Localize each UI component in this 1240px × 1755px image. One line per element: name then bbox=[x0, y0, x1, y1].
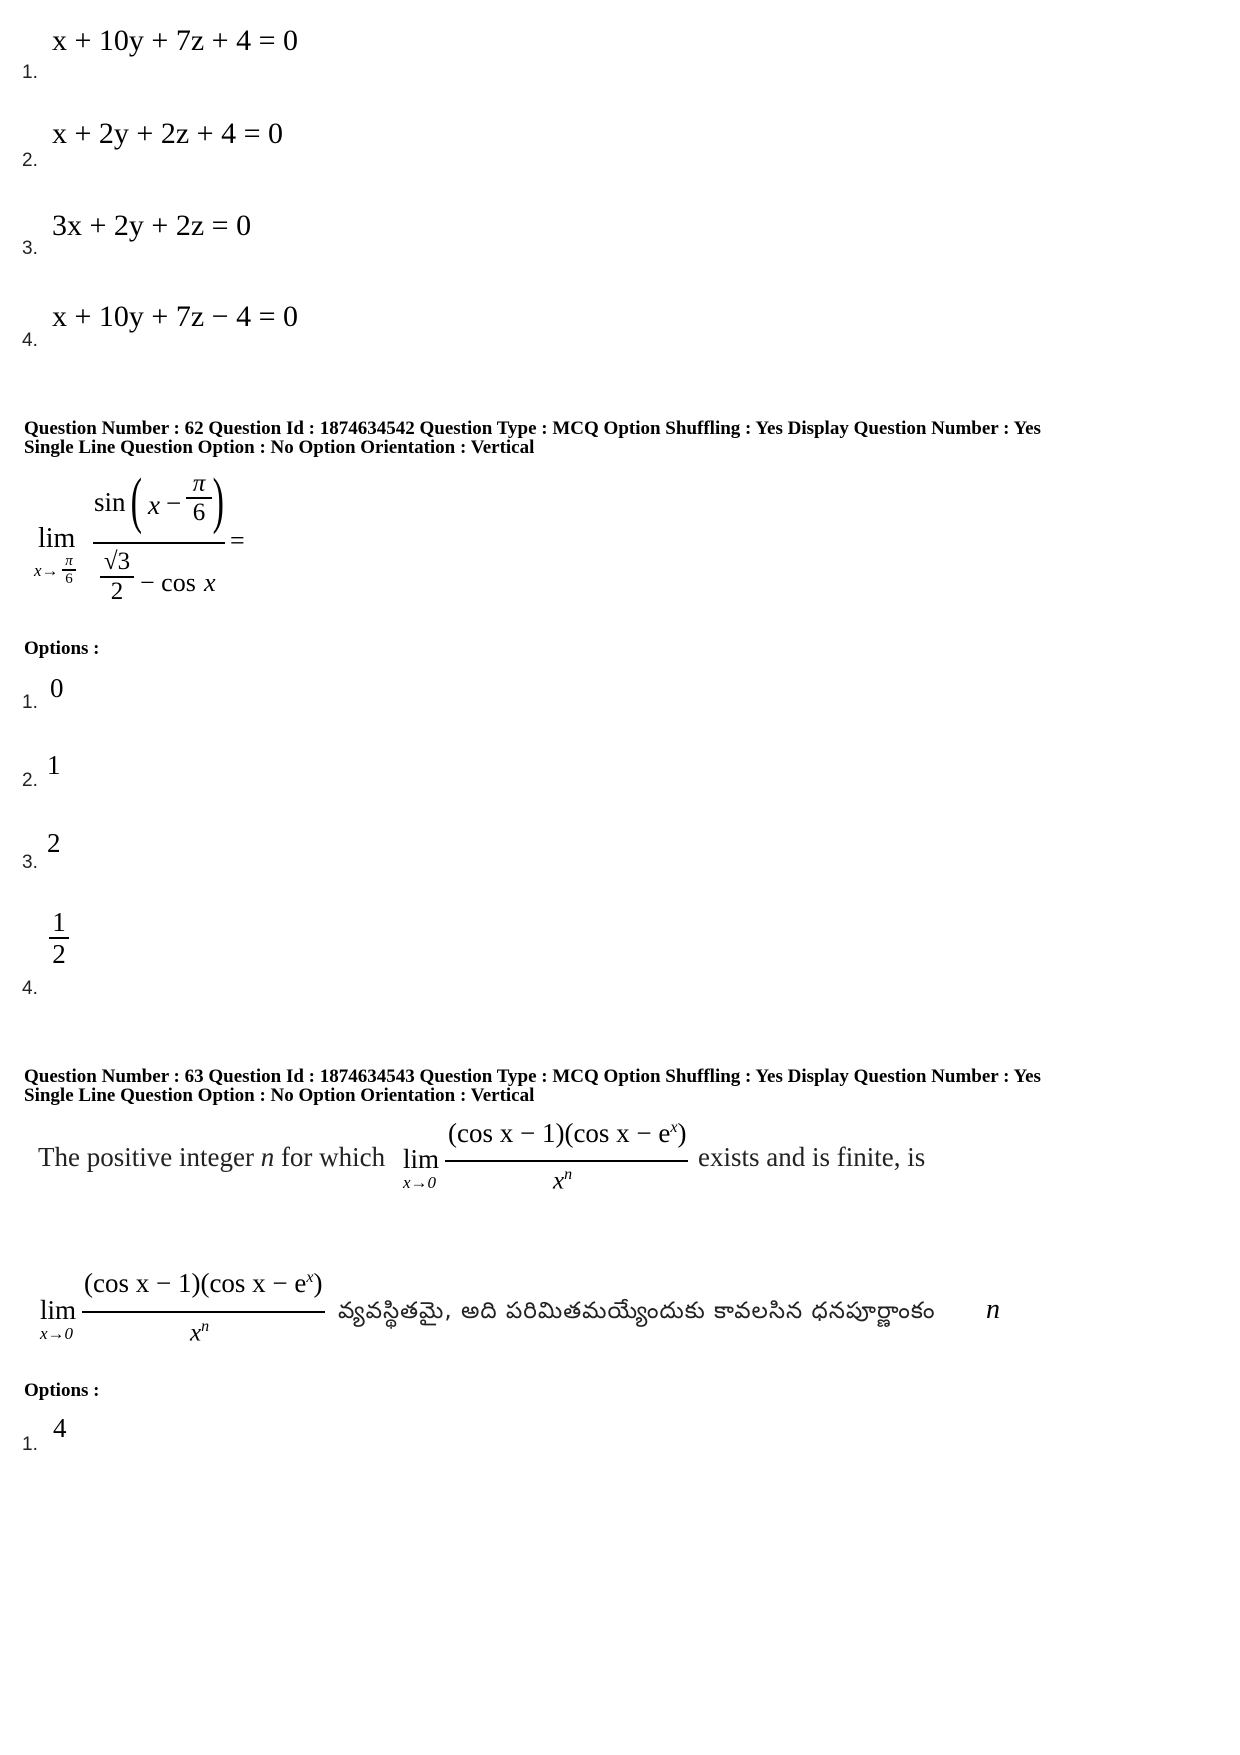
q63-options-label: Options : bbox=[24, 1380, 100, 1401]
lim-text: lim bbox=[40, 1295, 77, 1325]
option-equation: 3x + 2y + 2z = 0 bbox=[52, 209, 252, 242]
q63-header-line1: Question Number : 63 Question Id : 1874634543 Question Type : MCQ Option Shuffling : Yes Display Question Number : Yes bbox=[24, 1066, 1041, 1087]
cos-text: − cos bbox=[140, 568, 196, 597]
for-which-text: for which bbox=[274, 1142, 386, 1172]
minus-sign: − bbox=[166, 488, 182, 518]
option-equation: x + 2y + 2z + 4 = 0 bbox=[52, 117, 283, 150]
option-number: 3. bbox=[22, 852, 38, 873]
option-number: 3. bbox=[22, 238, 38, 259]
fraction-denominator bbox=[190, 1318, 209, 1347]
statement-suffix: exists and is finite, is bbox=[698, 1142, 926, 1172]
q62-header-line1: Question Number : 62 Question Id : 1874634542 Question Type : MCQ Option Shuffling : Yes Display Question Number : Yes bbox=[24, 418, 1041, 439]
sqrt3-over-2 bbox=[100, 548, 134, 606]
option-number: 1. bbox=[22, 1434, 38, 1455]
option-number: 2. bbox=[22, 150, 38, 171]
prefix-text: The positive integer bbox=[38, 1142, 261, 1172]
numerator-text: (cos x − 1)(cos x − e bbox=[448, 1118, 671, 1148]
lim-sub-var: x→ bbox=[34, 561, 59, 580]
pi-over-six bbox=[186, 470, 212, 526]
fraction-denominator bbox=[553, 1166, 572, 1195]
statement-prefix bbox=[38, 1142, 385, 1173]
fraction-denominator: 2 bbox=[52, 939, 66, 969]
option-value: 2 bbox=[47, 828, 61, 858]
fraction-numerator bbox=[84, 1268, 323, 1299]
var-x: x bbox=[148, 490, 160, 520]
two: 2 bbox=[110, 578, 124, 605]
option-value: 1 bbox=[47, 750, 61, 780]
option-equation: x + 10y + 7z − 4 = 0 bbox=[52, 300, 298, 333]
left-paren: ( bbox=[130, 467, 143, 535]
numerator-sup: x bbox=[670, 1119, 678, 1136]
option-fraction bbox=[49, 907, 69, 969]
option-number: 4. bbox=[22, 978, 38, 999]
equals-sign: = bbox=[230, 526, 245, 555]
sqrt3: √3 bbox=[103, 548, 131, 575]
lim-sub: x→0 bbox=[40, 1324, 74, 1343]
option-equation: x + 10y + 7z + 4 = 0 bbox=[52, 24, 298, 57]
pi: π bbox=[192, 470, 206, 497]
denominator-text: x bbox=[190, 1319, 202, 1347]
denominator-sup: n bbox=[564, 1166, 573, 1183]
option-number: 1. bbox=[22, 692, 38, 713]
six: 6 bbox=[192, 499, 206, 526]
q62-options-label: Options : bbox=[24, 638, 100, 659]
var-n: n bbox=[986, 1294, 1000, 1325]
fraction-numerator: 1 bbox=[52, 907, 66, 937]
lim-sub-den: 6 bbox=[65, 571, 73, 587]
right-paren: ) bbox=[212, 467, 225, 535]
denominator-text: x bbox=[553, 1167, 565, 1195]
option-value: 4 bbox=[53, 1413, 67, 1443]
main-fraction-bar bbox=[93, 542, 225, 544]
option-number: 2. bbox=[22, 770, 38, 791]
option-number: 1. bbox=[22, 62, 38, 83]
telugu-text: వ్యవస్థితమై, అది పరిమితమయ్యేందుకు కావలసిన ధనపూర్ణాంకం bbox=[338, 1298, 936, 1324]
lim-sub: x→0 bbox=[403, 1173, 437, 1192]
lim-sub-pi: π bbox=[65, 553, 73, 569]
fraction-bar bbox=[445, 1160, 688, 1162]
numerator-text: (cos x − 1)(cos x − e bbox=[84, 1268, 307, 1298]
var-x-cos: x bbox=[204, 568, 216, 597]
denominator-sup: n bbox=[201, 1318, 210, 1335]
q62-header-line2: Single Line Question Option : No Option Orientation : Vertical bbox=[24, 437, 535, 458]
fraction-bar bbox=[82, 1311, 325, 1313]
var-n: n bbox=[260, 1142, 275, 1172]
lim-text: lim bbox=[38, 523, 76, 554]
option-number: 4. bbox=[22, 330, 38, 351]
q63-header-line2: Single Line Question Option : No Option Orientation : Vertical bbox=[24, 1085, 535, 1106]
sin-text: sin bbox=[94, 487, 126, 517]
lim-text: lim bbox=[403, 1144, 440, 1174]
numerator-close: ) bbox=[313, 1268, 323, 1298]
numerator-sup: x bbox=[306, 1269, 314, 1286]
fraction-numerator bbox=[448, 1118, 687, 1149]
lim-sub-fraction bbox=[62, 553, 76, 587]
option-value: 0 bbox=[50, 673, 64, 703]
numerator-close: ) bbox=[677, 1118, 687, 1148]
